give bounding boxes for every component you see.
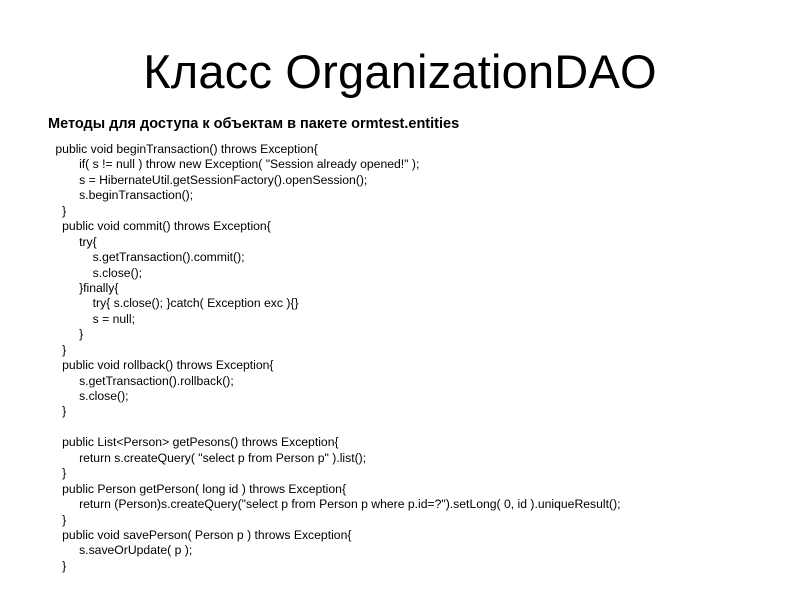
- code-line: public Person getPerson( long id ) throws Exception{: [52, 481, 347, 496]
- code-line: s.getTransaction().commit();: [52, 250, 245, 265]
- code-line: try{ s.close(); }catch( Exception exc ){}: [52, 296, 299, 311]
- code-line: }: [52, 342, 67, 357]
- code-line: s.beginTransaction();: [52, 188, 194, 203]
- code-line-blank: [52, 420, 621, 435]
- code-line: s.getTransaction().rollback();: [52, 373, 234, 388]
- code-line: if( s != null ) throw new Exception( "Session already opened!" );: [52, 157, 420, 172]
- code-listing: [52, 142, 621, 574]
- code-line: }: [52, 203, 67, 218]
- code-line: s = null;: [52, 311, 135, 326]
- code-line: return s.createQuery( "select p from Person p" ).list();: [52, 450, 367, 465]
- slide-title: Класс OrganizationDAO: [143, 45, 657, 98]
- code-line: s.close();: [52, 389, 129, 403]
- code-line: s.close();: [52, 265, 143, 280]
- code-line: }: [52, 512, 67, 527]
- code-line: try{: [52, 234, 97, 249]
- slide-subtitle: Методы для доступа к объектам в пакете ormtest.entities: [48, 116, 460, 132]
- code-line: public List<Person> getPesons() throws Exception{: [52, 435, 339, 450]
- code-line: public void beginTransaction() throws Exception{: [52, 142, 318, 156]
- code-line: }: [52, 558, 67, 573]
- code-line: s.saveOrUpdate( p );: [52, 543, 193, 558]
- code-line: s = HibernateUtil.getSessionFactory().openSession();: [52, 172, 368, 187]
- code-line: public void rollback() throws Exception{: [52, 358, 274, 373]
- code-line: }: [52, 404, 67, 419]
- code-line: }: [52, 327, 84, 342]
- code-line: }finally{: [52, 280, 119, 295]
- code-line: public void savePerson( Person p ) throws Exception{: [52, 527, 352, 542]
- code-line: return (Person)s.createQuery("select p from Person p where p.id=?").setLong( 0, id ).uniqueResult();: [52, 497, 621, 512]
- code-line: }: [52, 466, 67, 481]
- code-line: public void commit() throws Exception{: [52, 219, 271, 234]
